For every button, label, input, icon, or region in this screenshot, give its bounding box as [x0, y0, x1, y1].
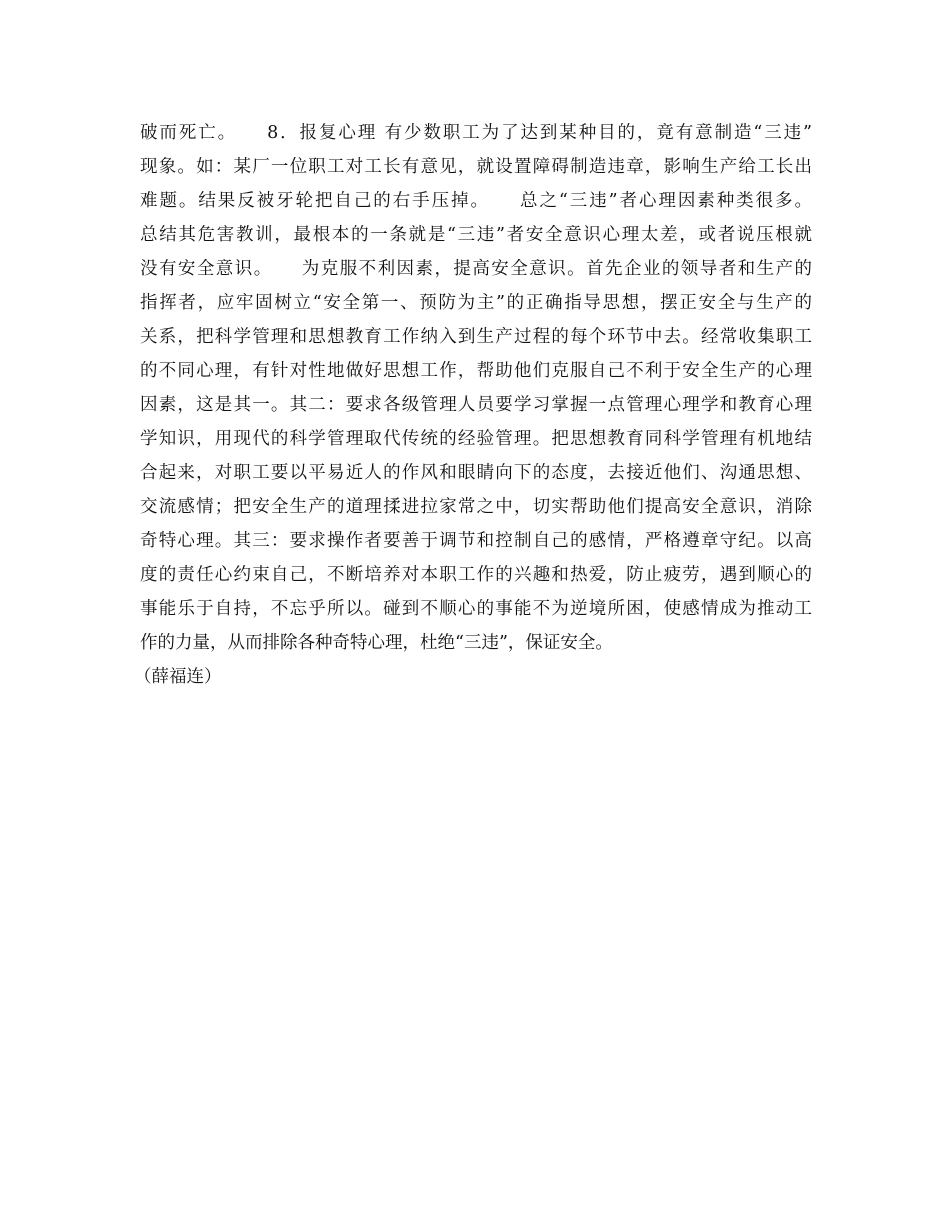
text-line: 事能乐于自持，不忘乎所以。碰到不顺心的事能不为逆境所困，使感情成为推动工	[140, 599, 812, 619]
text-line: 因素，这是其一。其二：要求各级管理人员要学习掌握一点管理心理学和教育心理	[140, 395, 812, 415]
text-line: 总结其危害教训，最根本的一条就是“三违”者安全意识心理太差，或者说压根就	[140, 225, 812, 245]
text-line: 的不同心理，有针对性地做好思想工作，帮助他们克服自己不利于安全生产的心理	[140, 361, 812, 381]
article-body	[134, 116, 812, 694]
text-line: 关系，把科学管理和思想教育工作纳入到生产过程的每个环节中去。经常收集职工	[140, 327, 812, 347]
text-line: 指挥者，应牢固树立“安全第一、预防为主”的正确指导思想，摆正安全与生产的	[140, 293, 812, 313]
text-line: 奇特心理。其三：要求操作者要善于调节和控制自己的感情，严格遵章守纪。以高	[140, 531, 812, 551]
text-line: 合起来，对职工要以平易近人的作风和眼睛向下的态度，去接近他们、沟通思想、	[140, 463, 812, 483]
text-line: 破而死亡。 8．报复心理 有少数职工为了达到某种目的，竟有意制造“三违”	[140, 123, 812, 143]
text-line: 交流感情；把安全生产的道理揉进拉家常之中，切实帮助他们提高安全意识，消除	[140, 497, 812, 517]
text-line: 现象。如：某厂一位职工对工长有意见，就设置障碍制造违章，影响生产给工长出	[140, 157, 812, 177]
text-line: 难题。结果反被牙轮把自己的右手压掉。 总之“三违”者心理因素种类很多。	[140, 191, 812, 211]
text-line: 度的责任心约束自己，不断培养对本职工作的兴趣和热爱，防止疲劳，遇到顺心的	[140, 565, 812, 585]
text-line: 作的力量，从而排除各种奇特心理，杜绝“三违”，保证安全。	[140, 633, 613, 653]
author-signature: （薛福连）	[134, 667, 222, 687]
text-line: 学知识，用现代的科学管理取代传统的经验管理。把思想教育同科学管理有机地结	[140, 429, 812, 449]
text-line: 没有安全意识。 为克服不利因素，提高安全意识。首先企业的领导者和生产的	[140, 259, 812, 279]
